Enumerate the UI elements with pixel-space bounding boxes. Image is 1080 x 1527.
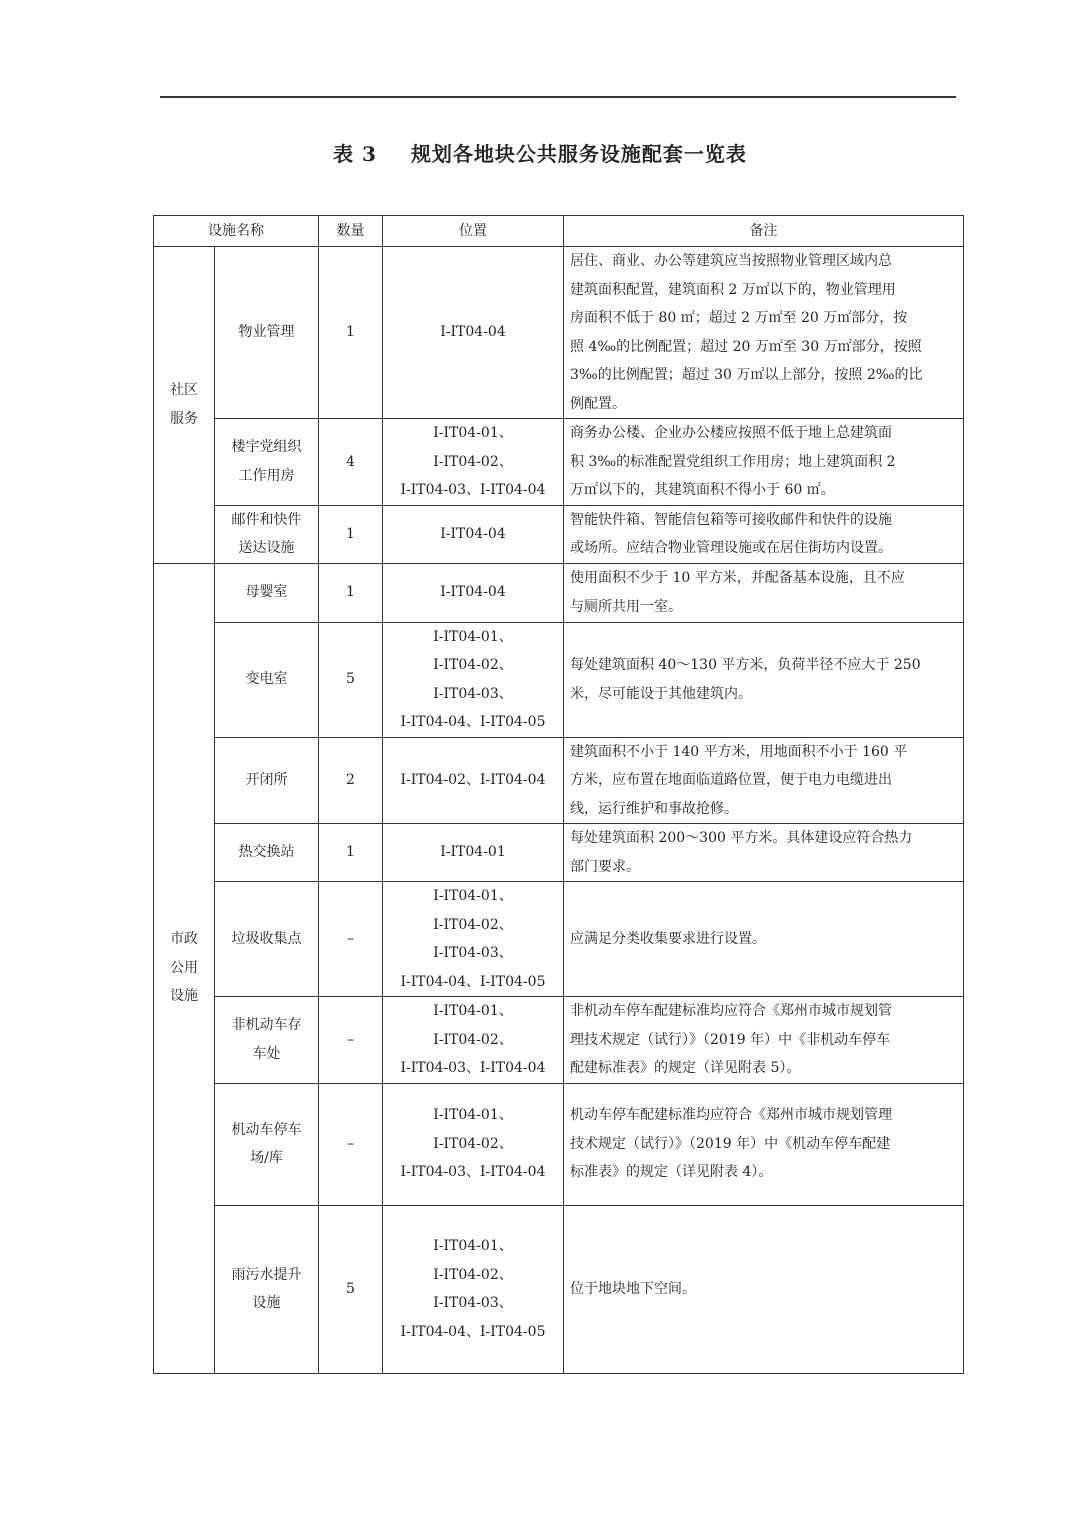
facility-remark: 位于地块地下空间。 [564, 1205, 964, 1373]
facility-remark: 每处建筑面积 40～130 平方米，负荷半径不应大于 250 米，尽可能设于其他建筑内。 [564, 622, 964, 737]
facility-count: – [319, 997, 383, 1084]
table-row [154, 563, 964, 622]
facility-location: I-IT04-01、 I-IT04-02、 I-IT04-03、 I-IT04-04、I-IT04-05 [383, 622, 564, 737]
facility-name: 邮件和快件 送达设施 [215, 505, 319, 563]
table-title: 规划各地块公共服务设施配套一览表 [410, 142, 747, 166]
facility-location: I-IT04-04 [383, 563, 564, 622]
facility-name: 热交换站 [215, 824, 319, 882]
facility-count: 5 [319, 1205, 383, 1373]
facility-name: 开闭所 [215, 737, 319, 824]
facilities-table [153, 215, 964, 1374]
facility-count: 1 [319, 824, 383, 882]
table-row [154, 824, 964, 882]
facility-location: I-IT04-01、 I-IT04-02、 I-IT04-03、 I-IT04-04、I-IT04-05 [383, 882, 564, 997]
table-row [154, 505, 964, 563]
table-header-row [154, 216, 964, 247]
facility-name: 机动车停车 场/库 [215, 1083, 319, 1205]
facility-location: I-IT04-01、 I-IT04-02、 I-IT04-03、I-IT04-04 [383, 997, 564, 1084]
facility-location: I-IT04-01、 I-IT04-02、 I-IT04-03、I-IT04-04 [383, 419, 564, 506]
table-row [154, 997, 964, 1084]
group-cell: 社区 服务 [154, 247, 215, 564]
facility-count: 1 [319, 505, 383, 563]
facility-location: I-IT04-02、I-IT04-04 [383, 737, 564, 824]
table-row [154, 247, 964, 419]
facility-count: 5 [319, 622, 383, 737]
facility-remark: 机动车停车配建标准均应符合《郑州市城市规划管理 技术规定（试行）》（2019 年）中《机动车停车配建 标准表》的规定（详见附表 4）。 [564, 1083, 964, 1205]
table-row [154, 622, 964, 737]
group-cell: 市政 公用 设施 [154, 563, 215, 1373]
table-row [154, 1205, 964, 1373]
header-location: 位置 [383, 216, 564, 247]
facility-remark: 每处建筑面积 200～300 平方米。具体建设应符合热力 部门要求。 [564, 824, 964, 882]
facility-count: 4 [319, 419, 383, 506]
facility-name: 垃圾收集点 [215, 882, 319, 997]
facility-location: I-IT04-01、 I-IT04-02、 I-IT04-03、 I-IT04-04、I-IT04-05 [383, 1205, 564, 1373]
facility-name: 物业管理 [215, 247, 319, 419]
facility-location: I-IT04-01、 I-IT04-02、 I-IT04-03、I-IT04-04 [383, 1083, 564, 1205]
facility-location: I-IT04-04 [383, 505, 564, 563]
facility-name: 楼宇党组织 工作用房 [215, 419, 319, 506]
facility-location: I-IT04-01 [383, 824, 564, 882]
facility-name: 雨污水提升 设施 [215, 1205, 319, 1373]
facility-remark: 应满足分类收集要求进行设置。 [564, 882, 964, 997]
table-number: 表 3 [333, 142, 377, 166]
facility-name: 非机动车存 车处 [215, 997, 319, 1084]
facility-count: 2 [319, 737, 383, 824]
facility-count: 1 [319, 247, 383, 419]
facility-remark: 商务办公楼、企业办公楼应按照不低于地上总建筑面 积 3‰的标准配置党组织工作用房；地上建筑面积 2 万㎡以下的，其建筑面积不得小于 60 ㎡。 [564, 419, 964, 506]
table-row [154, 1083, 964, 1205]
header-remarks: 备注 [564, 216, 964, 247]
table-caption [0, 138, 1080, 167]
facility-remark: 建筑面积不小于 140 平方米，用地面积不小于 160 平 方米，应布置在地面临道路位置，便于电力电缆进出 线，运行维护和事故抢修。 [564, 737, 964, 824]
table-row [154, 882, 964, 997]
facility-remark: 非机动车停车配建标准均应符合《郑州市城市规划管 理技术规定（试行）》（2019 年）中《非机动车停车 配建标准表》的规定（详见附表 5）。 [564, 997, 964, 1084]
table-row [154, 737, 964, 824]
facility-remark: 使用面积不少于 10 平方米，并配备基本设施，且不应 与厕所共用一室。 [564, 563, 964, 622]
facility-name: 变电室 [215, 622, 319, 737]
facility-count: 1 [319, 563, 383, 622]
table-row [154, 419, 964, 506]
facility-remark: 智能快件箱、智能信包箱等可接收邮件和快件的设施 或场所。应结合物业管理设施或在居住街坊内设置。 [564, 505, 964, 563]
facility-count: – [319, 882, 383, 997]
facility-count: – [319, 1083, 383, 1205]
facility-name: 母婴室 [215, 563, 319, 622]
header-name: 设施名称 [154, 216, 319, 247]
facility-remark: 居住、商业、办公等建筑应当按照物业管理区域内总 建筑面积配置，建筑面积 2 万㎡以下的，物业管理用 房面积不低于 80 ㎡；超过 2 万㎡至 20 万㎡部分，按 照 4‰的比例配置；超过 20 万㎡至 30 万㎡部分，按照 3‰的比例配置；超过 30 万㎡以上部分，按照 2‰的比 例配置。 [564, 247, 964, 419]
top-rule [160, 96, 956, 98]
header-count: 数量 [319, 216, 383, 247]
facility-location: I-IT04-04 [383, 247, 564, 419]
